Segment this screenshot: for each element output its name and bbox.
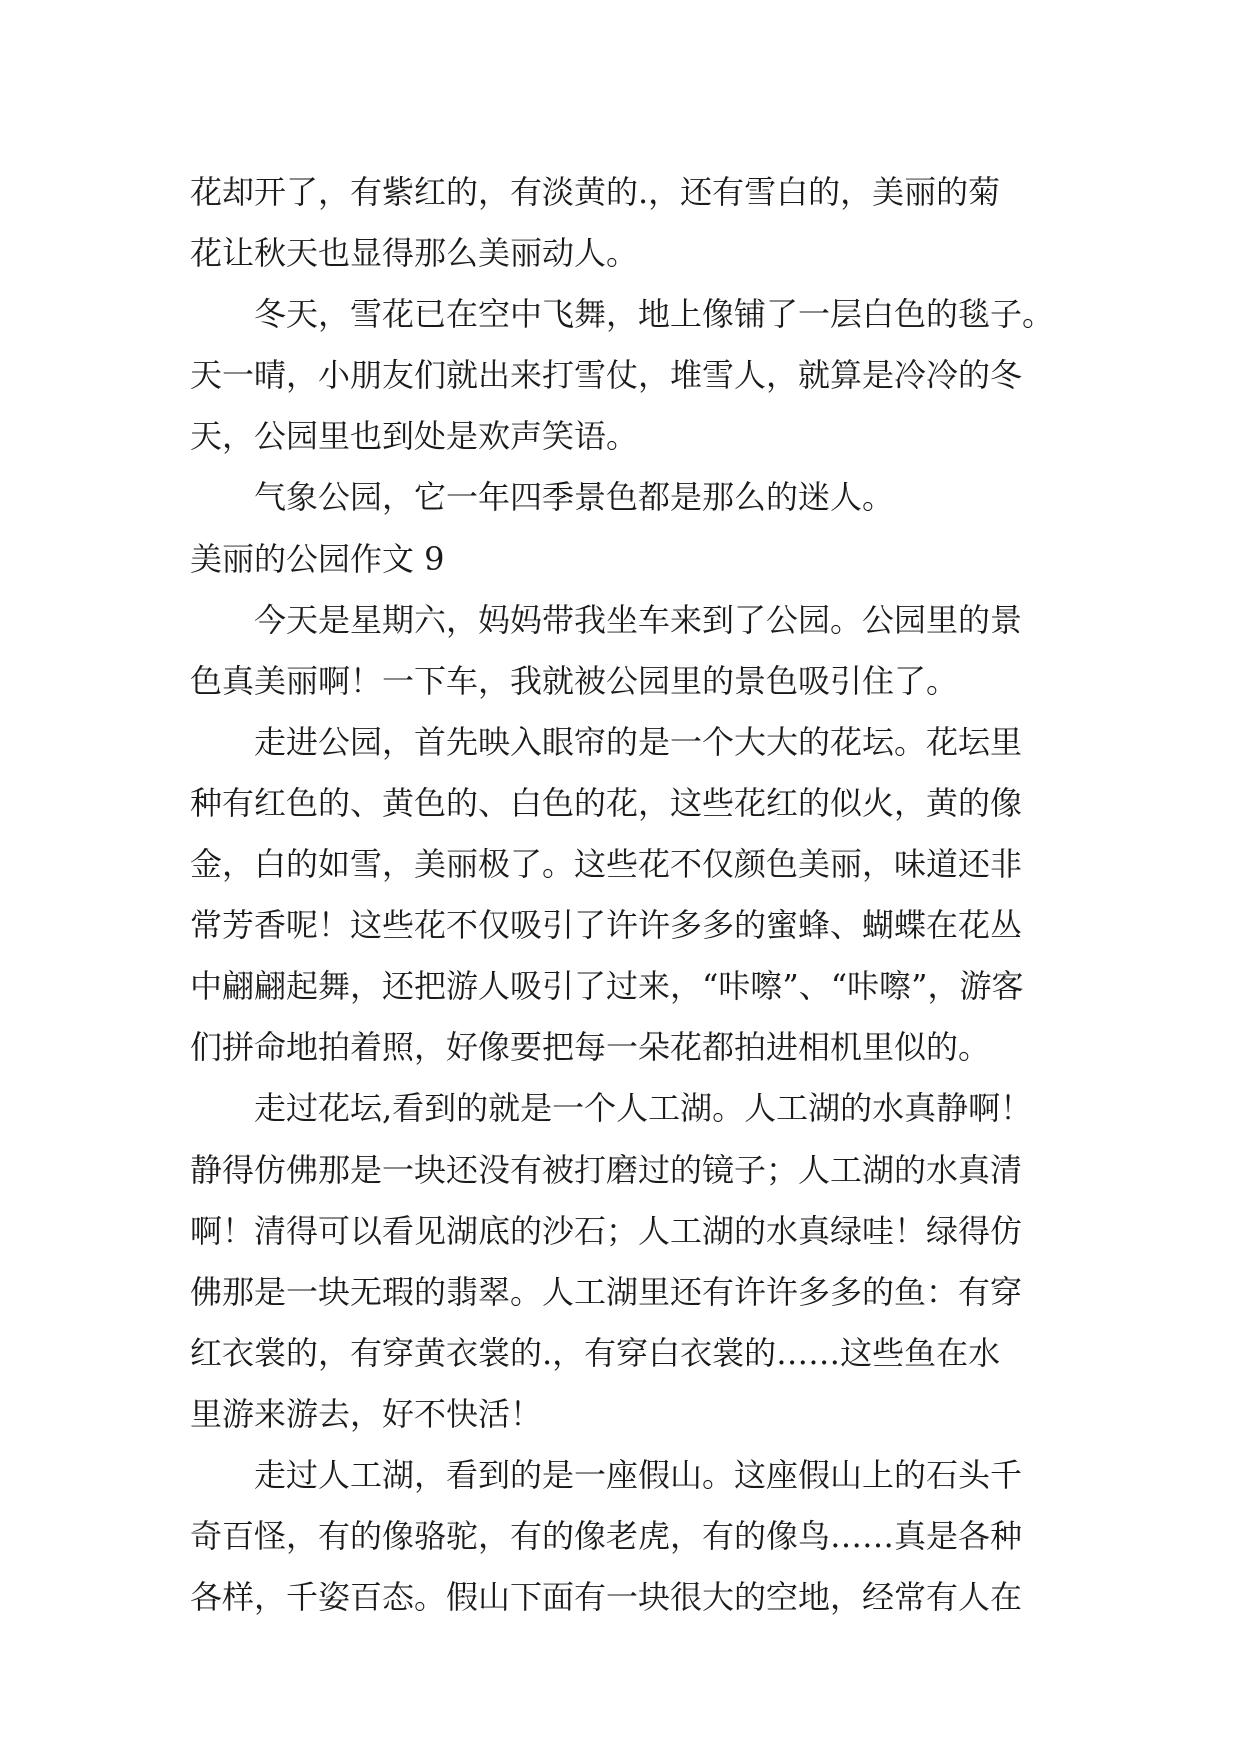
text-line: 们拼命地拍着照，好像要把每一朵花都拍进相机里似的。 (190, 1028, 991, 1067)
text-line: 静得仿佛那是一块还没有被打磨过的镜子；人工湖的水真清 (190, 1150, 1023, 1189)
text-line: 中翩翩起舞，还把游人吸引了过来，“咔嚓”、“咔嚓”，游客 (190, 967, 1024, 1006)
text-line: 奇百怪，有的像骆驼，有的像老虎，有的像鸟……真是各种 (190, 1517, 1023, 1556)
text-line: 走过花坛,看到的就是一个人工湖。人工湖的水真静啊！ (254, 1089, 1033, 1128)
text-line: 走进公园，首先映入眼帘的是一个大大的花坛。花坛里 (254, 722, 1023, 761)
text-line: 金，白的如雪，美丽极了。这些花不仅颜色美丽，味道还非 (190, 845, 1023, 884)
text-line: 花让秋天也显得那么美丽动人。 (190, 234, 639, 273)
text-line: 花却开了，有紫红的，有淡黄的.，还有雪白的，美丽的菊 (190, 173, 1001, 211)
text-line: 常芳香呢！这些花不仅吸引了许许多多的蜜蜂、蝴蝶在花丛 (190, 906, 1023, 945)
text-line: 冬天，雪花已在空中飞舞，地上像铺了一层白色的毯子。 (254, 295, 1055, 334)
text-line: 走过人工湖，看到的是一座假山。这座假山上的石头千 (254, 1455, 1023, 1494)
text-line: 天，公园里也到处是欢声笑语。 (190, 417, 639, 456)
section-heading: 美丽的公园作文 9 (190, 539, 445, 578)
text-line: 啊！清得可以看见湖底的沙石；人工湖的水真绿哇！绿得仿 (190, 1211, 1023, 1250)
text-line: 今天是星期六，妈妈带我坐车来到了公园。公园里的景 (254, 600, 1023, 639)
text-line: 里游来游去，好不快活！ (190, 1394, 543, 1433)
text-line: 天一晴，小朋友们就出来打雪仗，堆雪人，就算是冷冷的冬 (190, 356, 1023, 395)
text-line: 色真美丽啊！一下车，我就被公园里的景色吸引住了。 (190, 661, 959, 700)
text-line: 佛那是一块无瑕的翡翠。人工湖里还有许许多多的鱼：有穿 (190, 1272, 1023, 1311)
essay-text (190, 162, 1060, 1628)
text-line: 气象公园，它一年四季景色都是那么的迷人。 (254, 478, 895, 517)
text-line: 红衣裳的，有穿黄衣裳的.，有穿白衣裳的……这些鱼在水 (190, 1333, 1001, 1372)
text-line: 种有红色的、黄色的、白色的花，这些花红的似火，黄的像 (190, 783, 1023, 822)
text-line: 各样，千姿百态。假山下面有一块很大的空地，经常有人在 (190, 1578, 1023, 1617)
